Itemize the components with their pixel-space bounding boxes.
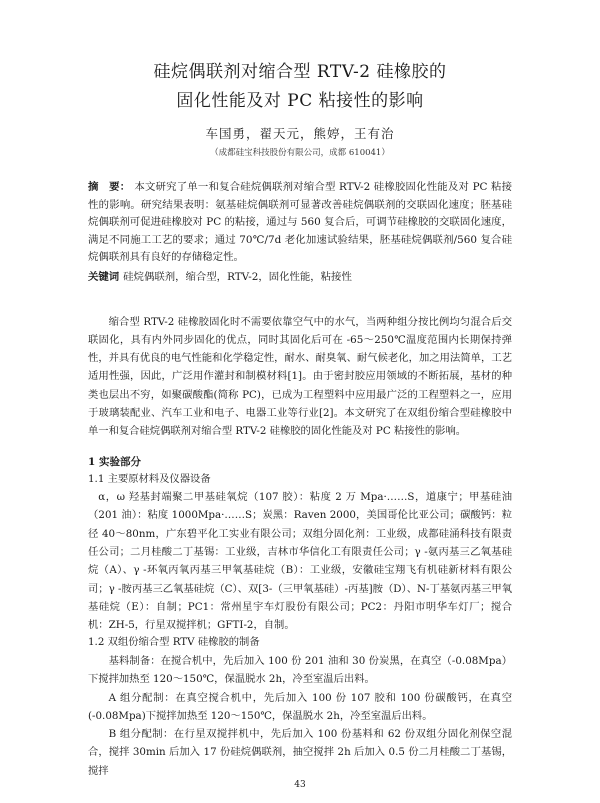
keywords	[88, 269, 512, 286]
subsection-heading-preparation: 1.2 双组份缩合型 RTV 硅橡胶的制备	[88, 636, 260, 649]
page-number: 43	[294, 780, 306, 790]
prep-a-paragraph: A 组分配制：在真空搅合机中，先后加入 100 份 107 胶和 100 份碳酸钙，在真空(-0.08Mpa)下搅拌加热至 120～150℃，保温脱水 2h，冷至室温后出料。	[88, 691, 512, 722]
section-heading-experimental: 1 实验部分	[88, 455, 141, 468]
keywords-text: 硅烷偶联剂，缩合型，RTV-2，固化性能，粘接性	[123, 270, 352, 283]
abstract-label: 摘 要：	[88, 181, 131, 193]
prep-base-paragraph: 基料制备：在搅合机中，先后加入 100 份 201 油和 30 份炭黑，在真空（-0.08Mpa）下搅拌加热至 120～150℃，保温脱水 2h，冷至室温后出料。	[88, 654, 512, 686]
keywords-label: 关键词	[88, 270, 120, 283]
subsection-heading-materials: 1.1 主要原材料及仪器设备	[88, 472, 211, 485]
title-line-1: 硅烷偶联剂对缩合型 RTV-2 硅橡胶的	[153, 62, 447, 82]
affiliation: （成都硅宝科技股份有限公司，成都 610041）	[210, 148, 390, 158]
abstract-text: 本文研究了单一和复合硅烷偶联剂对缩合型 RTV-2 硅橡胶固化性能及对 PC 粘接性的影响。研究结果表明：氨基硅烷偶联剂可显著改善硅烷偶联剂的交联固化速度；胚基硅烷偶联剂可促进硅橡胶对 PC 的粘接，通过与 560 复合后，可调节硅橡胶的交联固化速度，满足不同施工工艺的要求；通过 70℃/7d 老化加速试验结果，胚基硅烷偶联剂/560 复合硅烷偶联剂具有良好的存储稳定性。	[88, 181, 512, 263]
title-line-2: 固化性能及对 PC 粘接性的影响	[176, 91, 424, 111]
paper-title	[88, 58, 512, 116]
authors: 车国勇，翟天元，熊婷，王有治	[205, 126, 395, 141]
materials-paragraph: α，ω 羟基封端聚二甲基硅氧烷（107 胶）：粘度 2 万 Mpa·……S，道康宁；甲基硅油（201 油）：粘度 1000Mpa·……S；炭黑：Raven 2000，美国哥伦比亚公司；碳酸钙：粒径 40～80nm，广东碧平化工实业有限公司；双组分固化剂：工业级，成都硅涌科技有限责任公司；二月桂酸二丁基锡：工业级，吉林市华信化工有限责任公司；γ -氨丙基三乙氧基硅烷（A）、γ -环氧丙氧丙基三甲氧基硅烷（B）：工业级，安徽硅宝翔飞有机硅新材料有限公司；γ -胺丙基三乙氧基硅烷（C）、双[3-（三甲氧基硅）-丙基]胺（D）、N-丁基氨丙基三甲氧基硅烷（E）：自制；PC1：常州星宇车灯股份有限公司；PC2：丹阳市明华车灯厂；搅合机：ZH-5，行星双搅拌机；GFTI-2，自制。	[88, 491, 512, 632]
prep-b-paragraph: B 组分配制：在行星双搅拌机中，先后加入 100 份基料和 62 份双组分固化剂保空混合，搅拌 30min 后加入 17 份硅烷偶联剂，抽空搅拌 2h 后加入 0.5 份二月桂酸二丁基锡，搅拌	[88, 728, 512, 777]
abstract	[88, 179, 512, 267]
intro-paragraph: 缩合型 RTV-2 硅橡胶固化时不需要依靠空气中的水气，当两种组分按比例均匀混合后交联固化，具有内外同步固化的优点，同时其固化后可在 -65～250℃温度范围内长期保持弹性，并具有优良的电气性能和化学稳定性，耐水、耐臭氧、耐气候老化，加之用法简单，工艺适用性强，因此，广泛用作灌封和制模材料[1]。由于密封胶应用领域的不断拓展，基材的种类也层出不穷，如聚碳酸酯(简称 PC)，已成为工程塑料中应用最广泛的工程塑料之一，应用于玻璃装配业、汽车工业和电子、电器工业等行业[2]。本文研究了在双组份缩合型硅橡胶中单一和复合硅烷偶联剂对缩合型 RTV-2 硅橡胶的固化性能及对 PC 粘接性的影响。	[88, 315, 512, 438]
